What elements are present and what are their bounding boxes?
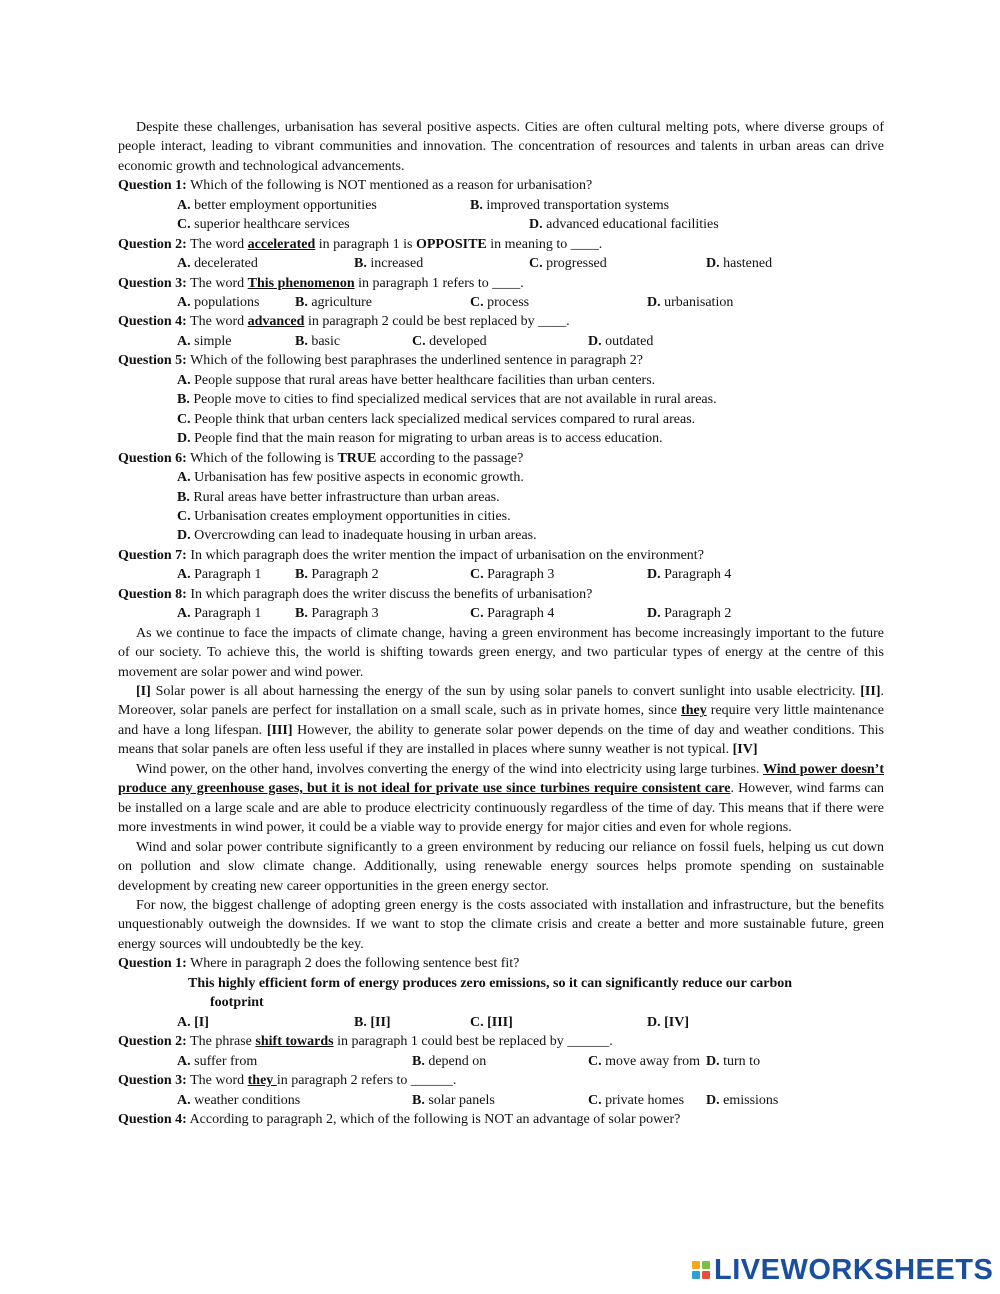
s1-q5-option-c[interactable]: C. People think that urban centers lack specialized medical services compared to rural areas. (177, 411, 696, 427)
s2-q1-option-b[interactable]: B. [II] (354, 1014, 391, 1030)
logo-wordmark: LIVEWORKSHEETS (714, 1253, 994, 1286)
s1-q8-options (118, 604, 884, 623)
s2-q1-option-d[interactable]: D. [IV] (647, 1014, 689, 1030)
passage2-paragraph-5: For now, the biggest challenge of adopting green energy is the costs associated with installation and infrastructure, but the benefits unquestionably outweigh the downsides. If we want to stop the climate crisis and create a better and more sustainable future, green energy sources will undoubtedly be the key. (118, 898, 884, 952)
s1-question-5: Question 5: Which of the following best paraphrases the underlined sentence in paragraph 2? (118, 353, 643, 369)
s1-q4-option-a[interactable]: A. simple (177, 333, 232, 349)
s2-question-4: Question 4: According to paragraph 2, which of the following is NOT an advantage of solar power? (118, 1111, 681, 1127)
s1-q3-option-c[interactable]: C. process (470, 295, 530, 311)
s2-q3-option-c[interactable]: C. private homes (588, 1092, 685, 1108)
s1-q5-option-b[interactable]: B. People move to cities to find specialized medical services that are not available in rural areas. (177, 392, 717, 408)
s2-question-3: Question 3: The word they in paragraph 2 refers to ______. (118, 1073, 457, 1089)
s1-q3-option-a[interactable]: A. populations (177, 295, 260, 311)
s1-q6-option-b[interactable]: B. Rural areas have better infrastructure than urban areas. (177, 489, 500, 505)
s1-q3-option-b[interactable]: B. agriculture (295, 295, 372, 311)
s1-question-3: Question 3: The word This phenomenon in paragraph 1 refers to ____. (118, 275, 524, 291)
s1-q5-option-a[interactable]: A. People suppose that rural areas have better healthcare facilities than urban centers. (177, 372, 656, 388)
s2-q2-option-d[interactable]: D. turn to (706, 1053, 761, 1069)
s1-q2-option-d[interactable]: D. hastened (706, 256, 773, 272)
passage1-paragraph: Despite these challenges, urbanisation has several positive aspects. Cities are often cultural melting pots, where diverse groups of people interact, leading to vibrant communities and innovation. The concentration of resources and talents in urban areas can drive economic growth and technological advancements. (118, 120, 884, 174)
gap-marker-3: [III] (266, 722, 293, 738)
s1-question-1: Question 1: Which of the following is NOT mentioned as a reason for urbanisation? (118, 178, 593, 194)
s1-q7-option-d[interactable]: D. Paragraph 4 (647, 567, 732, 583)
s1-question-8: Question 8: In which paragraph does the writer discuss the benefits of urbanisation? (118, 586, 593, 602)
s1-q2-option-a[interactable]: A. decelerated (177, 256, 258, 272)
s1-q1-option-d[interactable]: D. advanced educational facilities (529, 217, 719, 233)
underlined-sentence: Wind power doesn’t produce any greenhouse gases, but it is not ideal for private use since turbines require consistent care (118, 761, 885, 797)
s1-q7-option-c[interactable]: C. Paragraph 3 (470, 567, 555, 583)
gap-marker-2: [II] (860, 684, 881, 700)
s1-q7-option-b[interactable]: B. Paragraph 2 (295, 567, 379, 583)
s2-q3-option-a[interactable]: A. weather conditions (177, 1092, 301, 1108)
s2-q3-option-d[interactable]: D. emissions (706, 1092, 779, 1108)
s1-q3-option-d[interactable]: D. urbanisation (647, 295, 734, 311)
s1-q1-options-row2 (118, 215, 884, 234)
s1-question-4: Question 4: The word advanced in paragraph 2 could be best replaced by ____. (118, 314, 570, 330)
passage2-paragraph-3: Wind power, on the other hand, involves converting the energy of the wind into electricity using large turbines. Wind power doesn’t produce any greenhouse gases, but it is not ideal for private use since turbines require consistent care. However, wind farms can be installed on a large scale and are able to produce electricity continuously regardless of the time of day. This means that if there were more investments in wind power, it could be a viable way to provide energy for major cities and even for whole regions. (118, 761, 885, 836)
s1-q7-option-a[interactable]: A. Paragraph 1 (177, 567, 262, 583)
s1-q3-keyword: This phenomenon (247, 275, 355, 291)
s1-q4-option-b[interactable]: B. basic (295, 333, 341, 349)
s2-q1-option-c[interactable]: C. [III] (470, 1014, 513, 1030)
s1-question-7: Question 7: In which paragraph does the writer mention the impact of urbanisation on the environment? (118, 547, 704, 563)
s1-q6-option-c[interactable]: C. Urbanisation creates employment opportunities in cities. (177, 508, 511, 524)
s1-q1-option-c[interactable]: C. superior healthcare services (177, 217, 350, 233)
s2-question-1: Question 1: Where in paragraph 2 does the following sentence best fit? (118, 956, 520, 972)
s1-q4-keyword: advanced (247, 314, 305, 330)
s2-q2-option-a[interactable]: A. suffer from (177, 1053, 258, 1069)
s1-q1-options-row1 (118, 196, 884, 215)
s1-q2-options (118, 254, 884, 273)
s1-q6-option-a[interactable]: A. Urbanisation has few positive aspects in economic growth. (177, 470, 524, 486)
s1-q3-options (118, 293, 884, 312)
s2-q3-options (118, 1091, 884, 1110)
s1-q6-option-d[interactable]: D. Overcrowding can lead to inadequate housing in urban areas. (177, 528, 537, 544)
passage2-paragraph-2: [I] Solar power is all about harnessing the energy of the sun by using solar panels to convert sunlight into usable electricity. [II]. Moreover, solar panels are perfect for installation on a small scale, such as in private homes, since they require very little maintenance and have a long lifespan. [III] However, the ability to generate solar power depends on the time of day and weather conditions. This means that solar panels are often less useful if they are installed in places where sunny weather is not typical. [IV] (118, 684, 884, 758)
s2-q1-insert-sentence: This highly efficient form of energy produces zero emissions, so it can significantly reduce our carbon footprint (188, 975, 793, 1011)
s2-q3-option-b[interactable]: B. solar panels (412, 1092, 495, 1108)
s2-q2-keyword: shift towards (255, 1034, 334, 1050)
s1-q1-option-b[interactable]: B. improved transportation systems (470, 197, 670, 213)
s2-q2-option-c[interactable]: C. move away from (588, 1053, 700, 1069)
s2-q1-option-a[interactable]: A. [I] (177, 1014, 209, 1030)
logo-mark-icon (692, 1261, 710, 1279)
s1-q4-options (118, 332, 884, 351)
s1-question-2: Question 2: The word accelerated in paragraph 1 is OPPOSITE in meaning to ____. (118, 236, 603, 252)
s1-q7-options (118, 565, 884, 584)
gap-marker-1: [I] (136, 684, 151, 700)
s2-q2-options (118, 1052, 884, 1071)
s2-q3-keyword: they (247, 1073, 277, 1089)
passage2-paragraph-4: Wind and solar power contribute significantly to a green environment by reducing our reliance on fossil fuels, helping us cut down on pollution and slow climate change. Additionally, using renewable energy sources helps promote spending on sustainable development by creating new career opportunities in the green energy sector. (118, 839, 884, 894)
liveworksheets-logo (692, 1255, 993, 1285)
worksheet-document (118, 118, 884, 1129)
s1-q8-option-d[interactable]: D. Paragraph 2 (647, 606, 732, 622)
s1-question-6: Question 6: Which of the following is TRUE according to the passage? (118, 450, 524, 466)
gap-marker-4: [IV] (732, 742, 758, 758)
s1-q4-option-c[interactable]: C. developed (412, 333, 487, 349)
s1-q8-option-b[interactable]: B. Paragraph 3 (295, 606, 379, 622)
s1-q2-keyword: accelerated (247, 236, 316, 252)
s1-q2-option-b[interactable]: B. increased (354, 256, 424, 272)
s1-q5-option-d[interactable]: D. People find that the main reason for migrating to urban areas is to access education. (177, 431, 663, 447)
s2-q2-option-b[interactable]: B. depend on (412, 1053, 487, 1069)
s2-q1-options (118, 1013, 884, 1032)
s1-q8-option-c[interactable]: C. Paragraph 4 (470, 606, 555, 622)
s1-q2-option-c[interactable]: C. progressed (529, 256, 607, 272)
s1-q1-option-a[interactable]: A. better employment opportunities (177, 197, 377, 213)
s1-q8-option-a[interactable]: A. Paragraph 1 (177, 606, 262, 622)
s2-question-2: Question 2: The phrase shift towards in paragraph 1 could best be replaced by ______. (118, 1034, 613, 1050)
passage2-paragraph-1: As we continue to face the impacts of climate change, having a green environment has become increasingly important to the future of our society. To achieve this, the world is shifting towards green energy, and two particular types of energy at the centre of this movement are solar power and wind power. (118, 625, 884, 680)
keyword-they: they (681, 703, 707, 719)
s1-q4-option-d[interactable]: D. outdated (588, 333, 654, 349)
